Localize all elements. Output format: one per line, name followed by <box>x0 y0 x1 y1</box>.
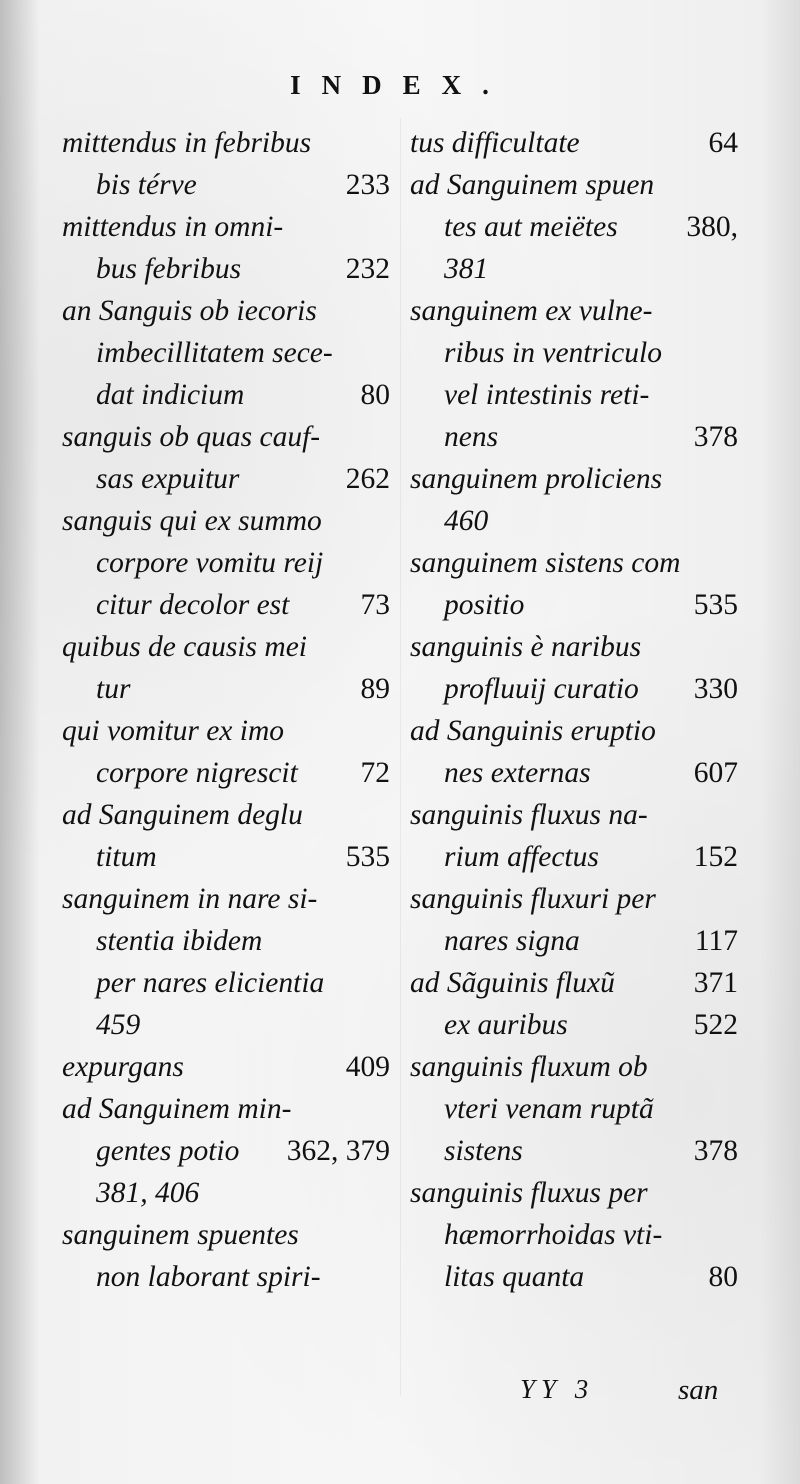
entry-text: positio <box>444 589 525 621</box>
page-header: INDEX. <box>290 70 510 100</box>
page-reference: 80 <box>360 379 390 411</box>
index-line <box>62 710 390 752</box>
entry-text: ex auribus <box>444 1009 568 1041</box>
index-line <box>410 1214 738 1256</box>
index-entry <box>410 122 738 164</box>
index-line <box>410 752 738 794</box>
entry-text: sanguinem spuentes <box>62 1219 299 1251</box>
entry-text: stentia ibidem <box>96 925 263 957</box>
index-line <box>410 1130 738 1172</box>
index-entry <box>62 1088 390 1214</box>
index-line <box>410 794 738 836</box>
entry-text: per nares elicientia <box>96 967 325 999</box>
index-line <box>410 542 738 584</box>
page-reference: 378 <box>693 1135 738 1167</box>
index-line <box>410 710 738 752</box>
entry-text: ad Sanguinem deglu <box>62 799 303 831</box>
column-divider <box>400 118 401 1396</box>
entry-text: sanguinis fluxuri per <box>410 883 656 915</box>
entry-text: tes aut meiëtes <box>444 211 618 243</box>
index-line <box>62 1130 390 1172</box>
index-entry <box>410 626 738 710</box>
index-entry <box>62 500 390 626</box>
index-line <box>62 668 390 710</box>
index-line <box>410 458 738 500</box>
index-entry <box>62 290 390 416</box>
index-line <box>62 962 390 1004</box>
index-line <box>62 626 390 668</box>
index-entry <box>62 878 390 1046</box>
entry-text: tus difficultate <box>410 127 580 159</box>
index-line <box>410 122 738 164</box>
entry-text: corpore vomitu reij <box>96 547 324 579</box>
entry-text: sistens <box>444 1135 523 1167</box>
page-reference: 409 <box>345 1051 390 1083</box>
page-reference: 378 <box>693 421 738 453</box>
entry-text: nes externas <box>444 757 591 789</box>
index-entry <box>62 1046 390 1088</box>
index-line <box>62 1004 390 1046</box>
index-line <box>410 668 738 710</box>
page-reference: 607 <box>693 757 738 789</box>
page-reference: 362, 379 <box>286 1135 390 1167</box>
entry-text: rium affectus <box>444 841 599 873</box>
entry-text: citur decolor est <box>96 589 290 621</box>
index-entry <box>410 1046 738 1172</box>
index-line <box>62 122 390 164</box>
entry-text: sas expuitur <box>96 463 240 495</box>
index-line <box>410 500 738 542</box>
index-entry <box>62 206 390 290</box>
index-line <box>62 920 390 962</box>
index-line <box>62 752 390 794</box>
index-line <box>62 1088 390 1130</box>
index-entry <box>62 710 390 794</box>
page-reference: 117 <box>694 925 738 957</box>
entry-text: tur <box>96 673 131 705</box>
index-line <box>410 332 738 374</box>
entry-text: qui vomitur ex imo <box>62 715 285 747</box>
entry-text: profluuij curatio <box>444 673 639 705</box>
page-reference: 522 <box>693 1009 738 1041</box>
index-line <box>62 500 390 542</box>
entry-text: quibus de causis mei <box>62 631 307 663</box>
entry-text: 459 <box>96 1009 141 1041</box>
page-reference: 380, <box>686 211 738 243</box>
index-entry <box>62 794 390 878</box>
catchword: san <box>678 1374 719 1406</box>
entry-text: hæmorrhoidas vti- <box>444 1219 663 1251</box>
entry-text: corpore nigrescit <box>96 757 298 789</box>
page-reference: 371 <box>693 967 738 999</box>
index-line <box>410 584 738 626</box>
page-reference: 152 <box>693 841 738 873</box>
entry-text: sanguis qui ex summo <box>62 505 322 537</box>
entry-text: ad Sanguinis eruptio <box>410 715 656 747</box>
index-line <box>410 836 738 878</box>
index-line <box>62 248 390 290</box>
page-footer <box>0 1374 800 1418</box>
index-line <box>410 290 738 332</box>
entry-text: sanguinem sistens com <box>410 547 681 579</box>
entry-text: vteri venam ruptã <box>444 1093 654 1125</box>
index-line <box>62 374 390 416</box>
index-entry <box>62 416 390 500</box>
entry-text: nens <box>444 421 499 453</box>
page-reference: 262 <box>345 463 390 495</box>
index-entry <box>410 878 738 962</box>
entry-text: 460 <box>444 505 489 537</box>
index-entry <box>62 626 390 710</box>
entry-text: 381, 406 <box>96 1177 200 1209</box>
entry-text: expurgans <box>62 1051 184 1083</box>
index-line <box>62 1046 390 1088</box>
index-line <box>410 248 738 290</box>
index-entry <box>410 542 738 626</box>
entry-text: titum <box>96 841 157 873</box>
index-line <box>62 416 390 458</box>
page-reference: 72 <box>360 757 390 789</box>
page-reference: 232 <box>345 253 390 285</box>
page-reference: 64 <box>708 127 738 159</box>
index-line <box>410 1172 738 1214</box>
index-line <box>62 164 390 206</box>
index-line <box>410 374 738 416</box>
entry-text: vel intestinis reti- <box>444 379 650 411</box>
index-line <box>410 1256 738 1298</box>
index-column-left <box>62 122 390 1298</box>
entry-text: nares signa <box>444 925 580 957</box>
index-entry <box>410 794 738 878</box>
entry-text: an Sanguis ob iecoris <box>62 295 317 327</box>
entry-text: ad Sãguinis fluxũ <box>410 967 615 999</box>
index-line <box>62 206 390 248</box>
entry-text: imbecillitatem sece- <box>96 337 333 369</box>
page-reference: 233 <box>345 169 390 201</box>
index-line <box>410 1046 738 1088</box>
index-line <box>62 332 390 374</box>
index-line <box>410 164 738 206</box>
entry-text: sanguinis è naribus <box>410 631 642 663</box>
index-line <box>410 920 738 962</box>
entry-text: dat indicium <box>96 379 245 411</box>
entry-text: sanguis ob quas cauf- <box>62 421 321 453</box>
index-line <box>410 416 738 458</box>
entry-text: sanguinem ex vulne- <box>410 295 653 327</box>
entry-text: bus febribus <box>96 253 242 285</box>
index-line <box>62 1214 390 1256</box>
index-entry <box>410 458 738 542</box>
index-entry <box>410 1172 738 1298</box>
entry-text: sanguinem in nare si- <box>62 883 318 915</box>
page-reference: 73 <box>360 589 390 621</box>
index-line <box>62 836 390 878</box>
page-gutter-shadow <box>0 0 40 1484</box>
index-line <box>410 1004 738 1046</box>
page-reference: 535 <box>345 841 390 873</box>
entry-text: non laborant spiri- <box>96 1261 321 1293</box>
page-reference: 80 <box>708 1261 738 1293</box>
entry-text: sanguinis fluxus na- <box>410 799 648 831</box>
entry-text: gentes potio <box>96 1135 240 1167</box>
signature-mark: YY 3 <box>520 1374 595 1404</box>
entry-text: ribus in ventriculo <box>444 337 662 369</box>
entry-text: ad Sanguinem min- <box>62 1093 292 1125</box>
index-line <box>410 1088 738 1130</box>
index-entry <box>410 710 738 794</box>
index-column-right <box>410 122 738 1298</box>
entry-text: bis térve <box>96 169 197 201</box>
index-line <box>62 1172 390 1214</box>
page-reference: 535 <box>693 589 738 621</box>
index-entry <box>62 1214 390 1298</box>
page-reference: 89 <box>360 673 390 705</box>
index-line <box>410 962 738 1004</box>
index-line <box>62 878 390 920</box>
index-entry <box>410 290 738 458</box>
index-line <box>62 584 390 626</box>
index-entry <box>410 962 738 1046</box>
index-line <box>410 626 738 668</box>
entry-text: mittendus in omni- <box>62 211 284 243</box>
index-line <box>410 206 738 248</box>
index-entry <box>62 122 390 206</box>
index-line <box>62 1256 390 1298</box>
index-line <box>62 542 390 584</box>
index-line <box>410 878 738 920</box>
entry-text: sanguinis fluxus per <box>410 1177 648 1209</box>
entry-text: mittendus in febribus <box>62 127 312 159</box>
entry-text: ad Sanguinem spuen <box>410 169 655 201</box>
index-line <box>62 458 390 500</box>
entry-text: sanguinem proliciens <box>410 463 663 495</box>
index-entry <box>410 164 738 290</box>
entry-text: sanguinis fluxum ob <box>410 1051 648 1083</box>
entry-text: 381 <box>444 253 489 285</box>
page-reference: 330 <box>693 673 738 705</box>
entry-text: litas quanta <box>444 1261 585 1293</box>
index-line <box>62 794 390 836</box>
index-line <box>62 290 390 332</box>
